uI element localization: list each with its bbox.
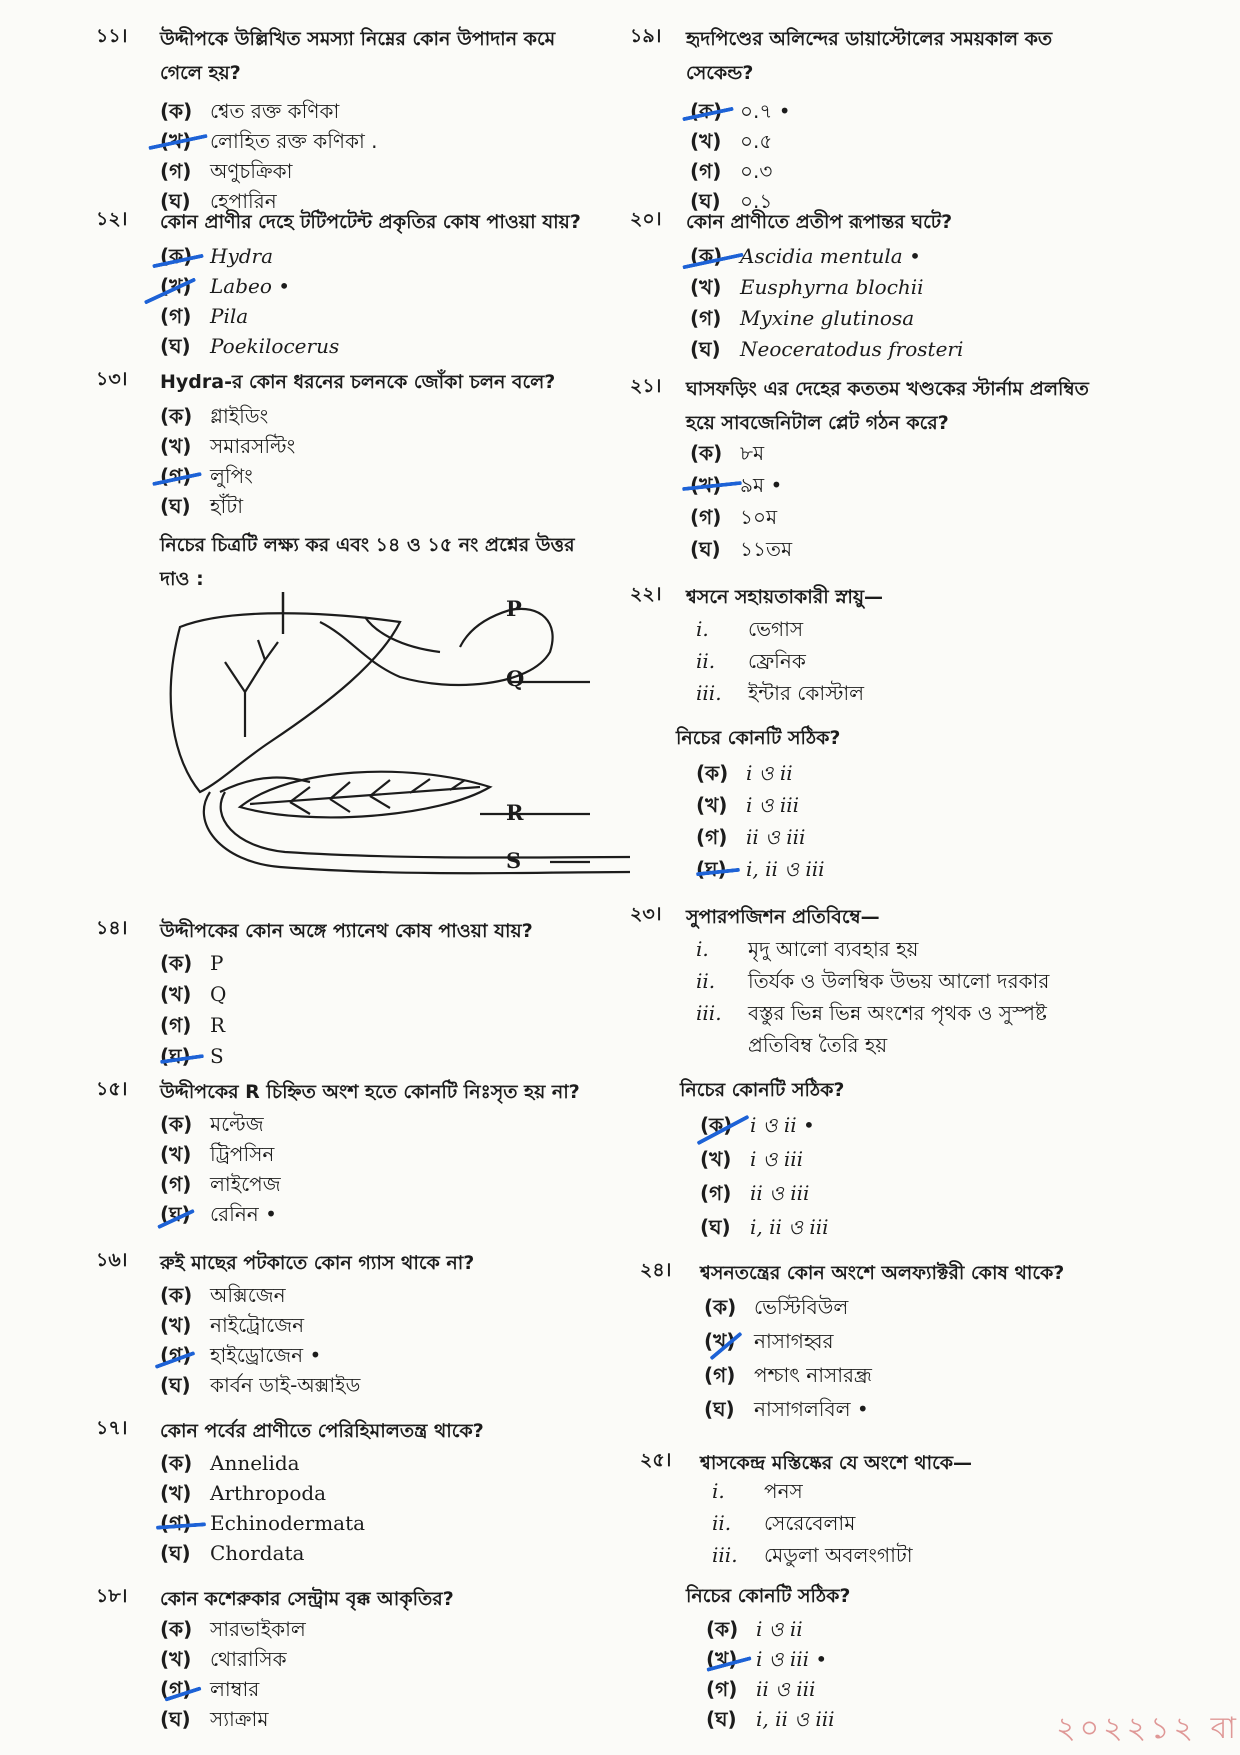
option-ga[interactable]: (গ) হাইড্রোজেন •	[160, 1343, 322, 1367]
question-stem: ঘাসফড়িং এর দেহের কততম খণ্ডকের স্টার্নাম প্রলম্বিত হয়ে সাবজেনিটাল প্লেট গঠন করে?	[686, 378, 1089, 434]
question-stem: কোন প্রাণীর দেহে টটিপটেন্ট প্রকৃতির কোষ পাওয়া যায়?	[160, 211, 581, 233]
option-ka[interactable]: (ক) Ascidia mentula •	[690, 244, 921, 268]
option-ka[interactable]: (ক) ভেস্টিবিউল	[704, 1295, 849, 1319]
option-ka[interactable]: (ক) P	[160, 951, 224, 975]
option-kha[interactable]: (খ) সমারসল্টিং	[160, 434, 296, 458]
question-23	[630, 900, 1110, 1239]
question-number: ২০।	[630, 208, 662, 230]
diagram-label-p: P	[506, 596, 522, 621]
digestive-system-diagram	[150, 592, 710, 892]
option-gha[interactable]: (ঘ) কার্বন ডাই-অক্সাইড	[160, 1373, 361, 1397]
question-stem: কোন পর্বের প্রাণীতে পেরিহিমালতন্ত্র থাকে?	[160, 1420, 484, 1442]
option-kha[interactable]: (খ) ট্রিপসিন	[160, 1142, 275, 1166]
question-stem: শ্বাসকেন্দ্র মস্তিষ্কের যে অংশে থাকে—	[700, 1452, 973, 1474]
question-11	[96, 22, 596, 213]
question-18	[96, 1582, 596, 1731]
statement-iii-cont: প্রতিবিম্ব তৈরি হয়	[748, 1033, 888, 1057]
option-ga[interactable]: (গ) পশ্চাৎ নাসারন্ধ্র	[704, 1363, 872, 1387]
question-number: ১৬।	[96, 1249, 128, 1271]
option-ga[interactable]: (গ) লাইপেজ	[160, 1172, 281, 1196]
option-kha[interactable]: (খ) লোহিত রক্ত কণিকা .	[160, 129, 378, 153]
question-prompt: নিচের কোনটি সঠিক?	[686, 1585, 851, 1607]
option-ka[interactable]: (ক) অক্সিজেন	[160, 1283, 286, 1307]
option-kha[interactable]: (খ) ৯ম •	[690, 473, 783, 497]
question-16	[96, 1246, 596, 1397]
option-ka[interactable]: (ক) Annelida	[160, 1451, 300, 1475]
statement-ii: ii. তির্যক ও উলম্বিক উভয় আলো দরকার	[696, 969, 1050, 993]
question-prompt: নিচের কোনটি সঠিক?	[676, 727, 841, 749]
question-number: ২২।	[630, 583, 662, 605]
diagram-label-r: R	[506, 800, 524, 825]
option-gha[interactable]: (ঘ) ১১তম	[690, 537, 793, 561]
question-25	[640, 1446, 1100, 1731]
option-kha[interactable]: (খ) থোরাসিক	[160, 1647, 287, 1671]
question-number: ১২।	[96, 208, 128, 230]
option-ka[interactable]: (ক) Hydra	[160, 244, 274, 268]
option-ka[interactable]: (ক) i ও ii	[706, 1617, 803, 1641]
option-ka[interactable]: (ক) ০.৭ •	[690, 99, 791, 123]
option-gha[interactable]: (ঘ) হেপারিন	[160, 189, 277, 213]
question-number: ২৪।	[640, 1259, 672, 1281]
option-gha[interactable]: (ঘ) Neoceratodus frosteri	[690, 337, 964, 361]
question-stem: সুপারপজিশন প্রতিবিম্বে—	[686, 906, 880, 928]
question-stem: উদ্দীপকে উল্লিখিত সমস্যা নিম্নের কোন উপাদান কমে গেলে হয়?	[160, 28, 556, 84]
question-stem: উদ্দীপকের কোন অঙ্গে প্যানেথ কোষ পাওয়া যায়?	[160, 920, 533, 942]
option-gha[interactable]: (ঘ) নাসাগলবিল •	[704, 1397, 869, 1421]
option-gha[interactable]: (ঘ) রেনিন •	[160, 1202, 277, 1226]
question-17	[96, 1414, 596, 1565]
question-number: ১৫।	[96, 1078, 128, 1100]
statement-i: i. ভেগাস	[696, 617, 804, 641]
option-kha[interactable]: (খ) i ও iii	[696, 793, 800, 817]
option-gha[interactable]: (ঘ) S	[160, 1044, 224, 1068]
diagram-intro: নিচের চিত্রটি লক্ষ্য কর এবং ১৪ ও ১৫ নং প্রশ্নের উত্তর দাও :	[160, 534, 575, 590]
option-ga[interactable]: (গ) ii ও iii	[696, 825, 806, 849]
statement-iii: iii. মেডুলা অবলংগাটা	[712, 1543, 913, 1567]
question-22	[630, 580, 1090, 881]
option-kha[interactable]: (খ) নাসাগহ্বর	[704, 1329, 834, 1353]
option-kha[interactable]: (খ) Arthropoda	[160, 1481, 327, 1505]
question-number: ২৫।	[640, 1449, 672, 1471]
question-number: ১৮।	[96, 1585, 128, 1607]
question-number: ২৩।	[630, 903, 662, 925]
option-kha[interactable]: (খ) Eusphyrna blochii	[690, 275, 924, 299]
option-ka[interactable]: (ক) সারভাইকাল	[160, 1617, 306, 1641]
option-gha[interactable]: (ঘ) Chordata	[160, 1541, 305, 1565]
option-kha[interactable]: (খ) Q	[160, 982, 227, 1006]
option-ga[interactable]: (গ) Pila	[160, 304, 249, 328]
option-ga[interactable]: (গ) ii ও iii	[700, 1181, 810, 1205]
option-ga[interactable]: (গ) অণুচক্রিকা	[160, 159, 293, 183]
question-15	[96, 1075, 596, 1226]
question-14	[96, 914, 596, 1068]
question-stem: Hydra-র কোন ধরনের চলনকে জোঁকা চলন বলে?	[160, 371, 556, 393]
question-number: ১৩।	[96, 368, 128, 390]
option-ga[interactable]: (গ) লুপিং	[160, 464, 253, 488]
question-number: ১৭।	[96, 1417, 128, 1439]
option-kha[interactable]: (খ) নাইট্রোজেন	[160, 1313, 305, 1337]
option-ga[interactable]: (গ) লাম্বার	[160, 1677, 260, 1701]
option-gha[interactable]: (ঘ) i, ii ও iii	[696, 857, 825, 881]
option-gha[interactable]: (ঘ) ০.১	[690, 189, 773, 213]
option-ka[interactable]: (ক) i ও ii •	[700, 1113, 815, 1137]
option-kha[interactable]: (খ) Labeo •	[160, 274, 291, 298]
diagram-label-q: Q	[506, 666, 525, 691]
option-ka[interactable]: (ক) ৮ম	[690, 441, 765, 465]
diagram-label-s: S	[506, 848, 522, 873]
option-gha[interactable]: (ঘ) i, ii ও iii	[700, 1215, 829, 1239]
option-ka[interactable]: (ক) মল্টেজ	[160, 1112, 264, 1136]
liver-outline	[171, 613, 400, 792]
label-line-p-h	[283, 592, 470, 612]
option-ga[interactable]: (গ) ii ও iii	[706, 1677, 816, 1701]
statement-iii: iii. ইন্টার কোস্টাল	[696, 681, 865, 705]
statement-ii: ii. সেরেবেলাম	[712, 1511, 856, 1535]
option-kha[interactable]: (খ) i ও iii •	[706, 1647, 828, 1671]
statement-i: i. মৃদু আলো ব্যবহার হয়	[696, 937, 919, 961]
question-number: ১১।	[96, 25, 128, 47]
option-ka[interactable]: (ক) i ও ii	[696, 761, 793, 785]
question-stem: কোন প্রাণীতে প্রতীপ রূপান্তর ঘটে?	[686, 211, 953, 233]
option-ga[interactable]: (গ) ০.৩	[690, 159, 773, 183]
question-20	[630, 205, 1090, 361]
question-stem: শ্বসনে সহায়তাকারী স্নায়ু—	[686, 586, 884, 608]
option-ga[interactable]: (গ) ১০ম	[690, 505, 778, 529]
statement-i: i. পনস	[712, 1479, 803, 1503]
option-gha[interactable]: (ঘ) Poekilocerus	[160, 334, 340, 358]
question-stem: কোন কশেরুকার সেন্ট্রাম বৃক্ক আকৃতির?	[160, 1588, 454, 1610]
bile-duct	[225, 640, 278, 737]
page-footer-stamp: ২০২২১২ বা	[1056, 1711, 1240, 1746]
question-19	[630, 22, 1090, 213]
question-stem: রুই মাছের পটকাতে কোন গ্যাস থাকে না?	[160, 1252, 475, 1274]
option-ka[interactable]: (ক) শ্বেত রক্ত কণিকা	[160, 99, 340, 123]
option-ga[interactable]: (গ) R	[160, 1013, 226, 1037]
statement-ii: ii. ফ্রেনিক	[696, 649, 806, 673]
question-12	[96, 205, 596, 358]
question-13	[96, 365, 596, 518]
question-number: ১৯।	[630, 25, 662, 47]
question-21	[630, 372, 1090, 561]
question-stem: উদ্দীপকের R চিহ্নিত অংশ হতে কোনটি নিঃসৃত হয় না?	[160, 1081, 580, 1103]
option-ka[interactable]: (ক) গ্লাইডিং	[160, 404, 269, 428]
question-stem: হৃদপিণ্ডের অলিন্দের ডায়াস্টোলের সময়কাল কত সেকেন্ড?	[686, 28, 1053, 84]
option-ga[interactable]: (গ) Echinodermata	[160, 1511, 366, 1535]
question-number: ২১।	[630, 375, 662, 397]
question-24	[640, 1256, 1100, 1421]
option-ga[interactable]: (গ) Myxine glutinosa	[690, 306, 915, 330]
option-gha[interactable]: (ঘ) হাঁটা	[160, 494, 244, 518]
statement-iii: iii. বস্তুর ভিন্ন ভিন্ন অংশের পৃথক ও সুস্পষ্ট	[696, 1001, 1047, 1025]
option-gha[interactable]: (ঘ) স্যাক্রাম	[160, 1707, 269, 1731]
question-prompt: নিচের কোনটি সঠিক?	[680, 1079, 845, 1101]
option-kha[interactable]: (খ) i ও iii	[700, 1147, 804, 1171]
question-number: ১৪।	[96, 917, 128, 939]
question-stem: শ্বসনতন্ত্রের কোন অংশে অলফ্যাক্টরী কোষ থাকে?	[700, 1262, 1065, 1284]
option-gha[interactable]: (ঘ) i, ii ও iii	[706, 1707, 835, 1731]
option-kha[interactable]: (খ) ০.৫	[690, 129, 773, 153]
